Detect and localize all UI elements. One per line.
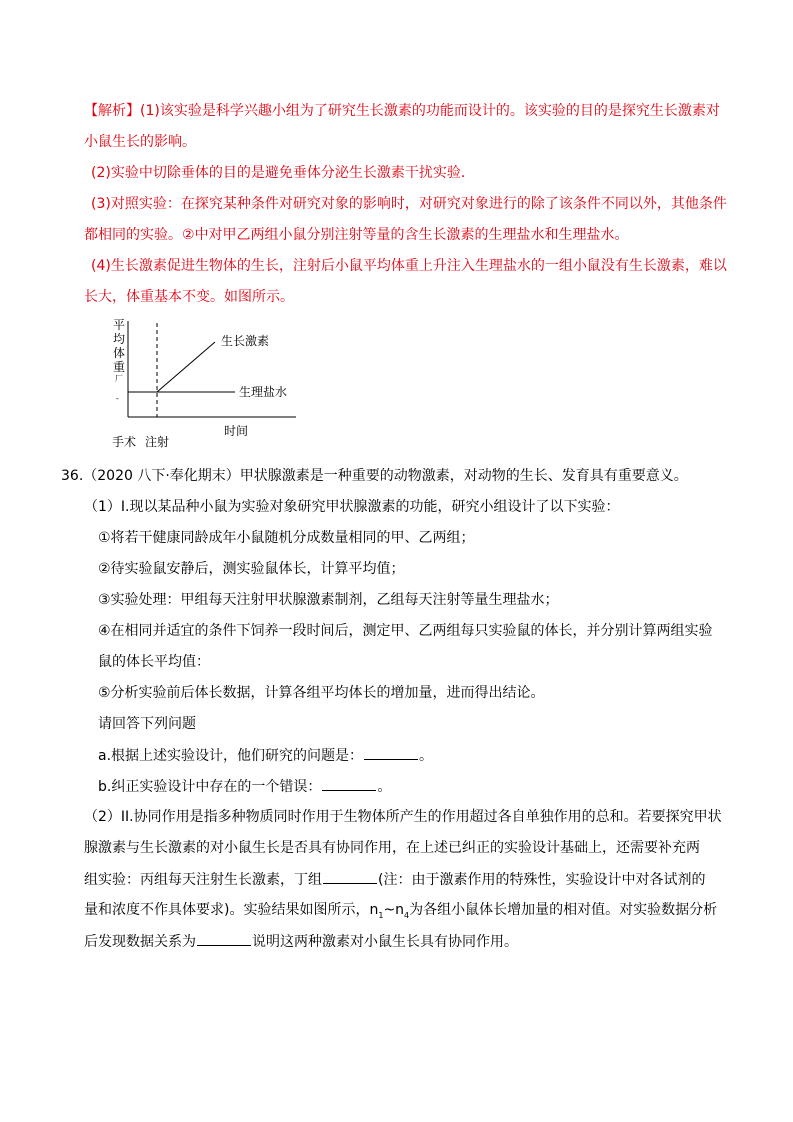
step-4b: 鼠的体长平均值： [98, 654, 210, 670]
weight-time-figure [100, 315, 300, 455]
question-a-text: a.根据上述实验设计，他们研究的问题是： [98, 748, 364, 764]
question-b-end: 。 [377, 779, 392, 795]
q2-line-3-post: (注：由于激素作用的特殊性，实验设计中对各试剂的 [378, 872, 706, 888]
x-label-time: 时间 [224, 424, 249, 438]
answer-blank-relation[interactable] [197, 931, 251, 946]
step-1: ①将若干健康同龄成年小鼠随机分成数量相同的甲、乙两组； [98, 530, 475, 546]
ylabel-char-1: 平 [113, 318, 126, 332]
x-label-injection: 注射 [145, 435, 170, 449]
q2-line-4-post: 为各组小鼠体长增加量的相对值。对实验数据分析 [409, 902, 718, 918]
question-a-end: 。 [419, 748, 434, 764]
analysis-p3a: (3)对照实验：在探究某种条件对研究对象的影响时，对研究对象进行的除了该条件不同以外，其他条件 [91, 196, 727, 212]
q2-line-3-pre: 组实验：丙组每天注射生长激素，丁组 [84, 872, 322, 888]
analysis-p2: (2)实验中切除垂体的目的是避免垂体分泌生长激素干扰实验． [91, 165, 475, 181]
step-4a: ④在相同并适宜的条件下饲养一段时间后，测定甲、乙两组每只实验鼠的体长，并分别计算两组实验 [98, 623, 713, 639]
q2-line-4 [84, 900, 717, 926]
q2-line-5-pre: 后发现数据关系为 [84, 934, 196, 950]
q2-line-4-pre: 量和浓度不作具体要求)。实验结果如图所示，n [84, 902, 379, 918]
step-2: ②待实验鼠安静后，测实验鼠体长，计算平均值； [98, 561, 405, 577]
analysis-tag: 【解析】 [84, 103, 140, 119]
ylabel-dash: - [116, 394, 119, 403]
answer-blank-ding[interactable] [323, 869, 377, 884]
analysis-p1a: (1)该实验是科学兴趣小组为了研究生长激素的功能而设计的。该实验的目的是探究生长激素对 [140, 103, 720, 119]
step-3: ③实验处理：甲组每天注射甲状腺激素制剂，乙组每天注射等量生理盐水； [98, 592, 559, 608]
step-5: ⑤分析实验前后体长数据，计算各组平均体长的增加量，进而得出结论。 [98, 685, 545, 701]
n-sub-4: 4 [404, 910, 410, 920]
analysis-p4a: (4)生长激素促进生物体的生长，注射后小鼠平均体重上升注入生理盐水的一组小鼠没有生长激素，难以 [91, 258, 727, 274]
answer-blank-b[interactable] [322, 776, 376, 791]
x-label-surgery: 手术 [112, 435, 137, 449]
question-b-text: b.纠正实验设计中存在的一个错误： [98, 779, 322, 795]
q2-line-2: 腺激素与生长激素的对小鼠生长是否具有协同作用，在上述已纠正的实验设计基础上，还需要补充两 [84, 840, 700, 856]
saline-label: 生理盐水 [239, 385, 288, 399]
analysis-p3b: 都相同的实验。②中对甲乙两组小鼠分别注射等量的含生长激素的生理盐水和生理盐水。 [84, 227, 629, 243]
q1-line: （1）I.现以某品种小鼠为实验对象研究甲状腺激素的功能，研究小组设计了以下实验： [84, 499, 620, 515]
ask-line: 请回答下列问题 [98, 716, 196, 732]
question-b [98, 776, 391, 797]
question-head: 36.（2020 八下·奉化期末）甲状腺激素是一种重要的动物激素，对动物的生长、发育具有重要意义。 [61, 468, 688, 484]
hormone-label: 生长激素 [221, 334, 270, 348]
q2-line-5 [84, 931, 518, 952]
n-sub-1: 1 [378, 910, 384, 920]
q2-line-5-post: 说明这两种激素对小鼠生长具有协同作用。 [252, 934, 518, 950]
hormone-line [157, 342, 215, 392]
q2-line-1: （2）II.协同作用是指多种物质同时作用于生物体所产生的作用超过各自单独作用的总和。若要探究甲状 [84, 809, 722, 825]
ylabel-char-3: 体 [113, 346, 126, 360]
answer-blank-a[interactable] [364, 745, 418, 760]
ylabel-char-2: 均 [113, 332, 126, 346]
question-a [98, 745, 433, 766]
analysis-line-1 [84, 101, 720, 121]
analysis-p1b: 小鼠生长的影响。 [84, 134, 196, 150]
ylabel-extra: 厂 [115, 374, 123, 383]
ylabel-char-4: 重 [113, 360, 126, 374]
q2-line-3 [84, 869, 705, 890]
q2-line-4-mid: ~n [383, 902, 405, 918]
analysis-p4b: 长大，体重基本不变。如图所示。 [84, 289, 294, 305]
